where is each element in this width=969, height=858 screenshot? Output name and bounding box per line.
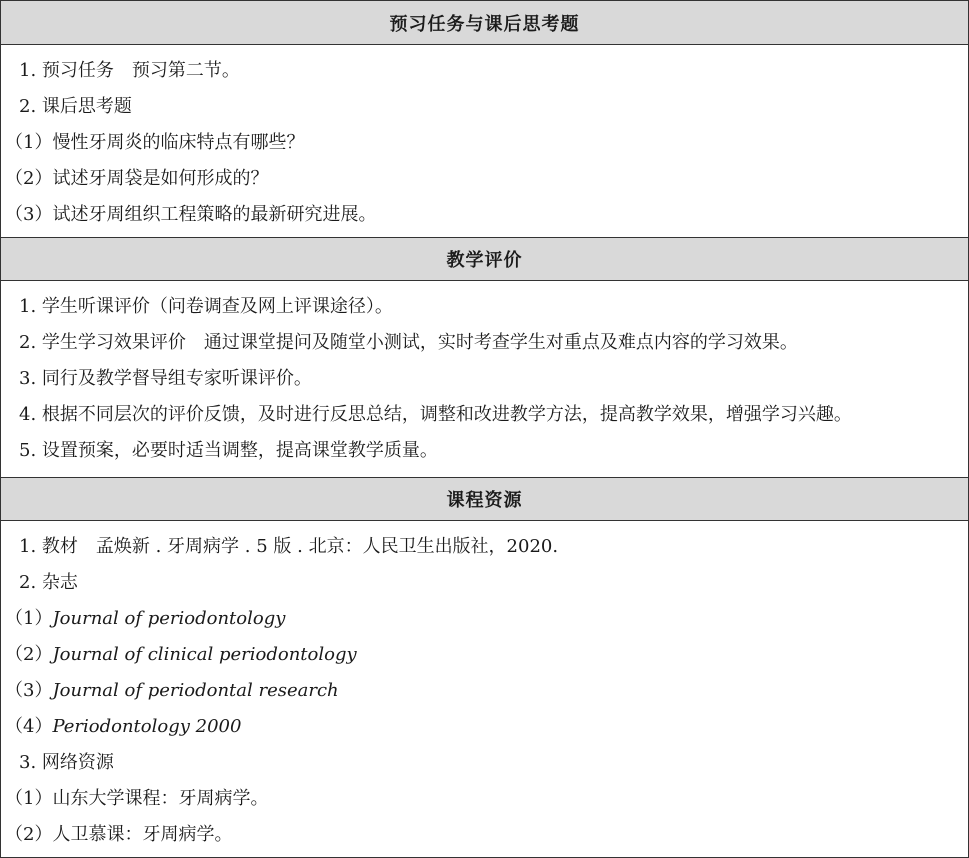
resources-line-8: （1）山东大学课程：牙周病学。 — [5, 788, 269, 809]
journal-item-4 — [5, 715, 241, 739]
journal-number: （2） — [5, 644, 53, 665]
journal-item-3 — [5, 679, 339, 703]
evaluation-line-2: 2. 学生学习效果评价 通过课堂提问及随堂小测试，实时考查学生对重点及难点内容的学习效果。 — [19, 332, 798, 353]
preview-line-5: （3）试述牙周组织工程策略的最新研究进展。 — [5, 204, 377, 225]
journal-number: （4） — [5, 716, 53, 737]
evaluation-line-1: 1. 学生听课评价（问卷调查及网上评课途径）。 — [19, 296, 393, 317]
section-header-resources — [1, 477, 968, 521]
preview-line-2: 2. 课后思考题 — [19, 96, 132, 117]
resources-line-1: 1. 教材 孟焕新 . 牙周病学 . 5 版 . 北京：人民卫生出版社，2020. — [19, 536, 559, 557]
section-title: 教学评价 — [446, 250, 523, 271]
journal-item-1 — [5, 607, 285, 631]
section-header-preview — [1, 1, 968, 45]
evaluation-line-5: 5. 设置预案，必要时适当调整，提高课堂教学质量。 — [19, 440, 438, 461]
resources-line-9: （2）人卫慕课：牙周病学。 — [5, 824, 233, 845]
evaluation-line-4: 4. 根据不同层次的评价反馈，及时进行反思总结，调整和改进教学方法，提高教学效果，增强学习兴趣。 — [19, 404, 852, 425]
journal-title: Journal of periodontology — [52, 608, 286, 629]
preview-line-3: （1）慢性牙周炎的临床特点有哪些？ — [5, 132, 305, 153]
journal-number: （3） — [5, 680, 53, 701]
section-title: 预习任务与课后思考题 — [389, 13, 580, 35]
journal-item-2 — [5, 643, 357, 667]
journal-title: Journal of clinical periodontology — [52, 644, 357, 665]
preview-line-4: （2）试述牙周袋是如何形成的？ — [5, 168, 269, 189]
resources-line-7: 3. 网络资源 — [19, 752, 114, 773]
journal-title: Periodontology 2000 — [52, 716, 242, 737]
evaluation-line-3: 3. 同行及教学督导组专家听课评价。 — [19, 368, 312, 389]
section-header-evaluation — [1, 237, 968, 281]
journal-number: （1） — [5, 608, 53, 629]
journal-title: Journal of periodontal research — [52, 680, 339, 701]
resources-line-2: 2. 杂志 — [19, 572, 78, 593]
preview-line-1: 1. 预习任务 预习第二节。 — [19, 60, 240, 81]
section-title: 课程资源 — [446, 490, 523, 511]
